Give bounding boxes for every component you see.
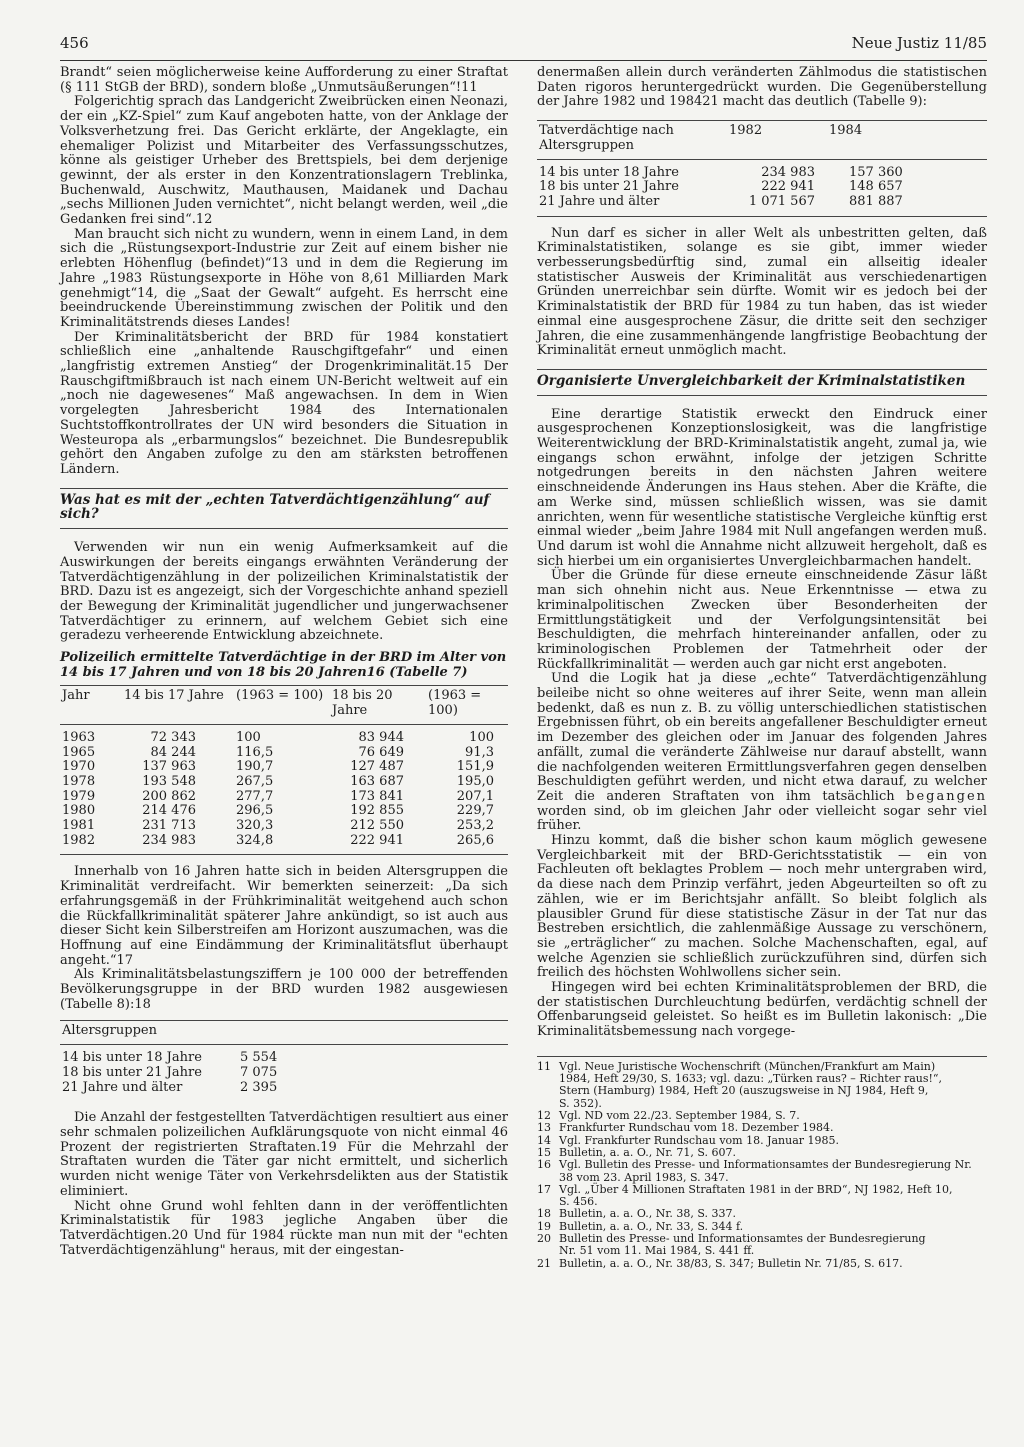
col-header: (1963 = 100) [236, 688, 324, 704]
footnote-line: 1984, Heft 29/30, S. 1633; vgl. dazu: „Türken raus? – Richter raus!“, [559, 1072, 943, 1086]
table-8 [60, 1020, 508, 1101]
cell: 21 Jahre und älter [539, 193, 660, 209]
cell: 91,3 [465, 744, 494, 760]
paragraph: Als Kriminalitätsbelastungsziffern je 100 000 der betreffenden Bevölkerungsgruppe in der BRD wurden 1982 ausgewiesen (Tabelle 8):18 [60, 967, 508, 1012]
cell: 222 941 [761, 179, 815, 195]
table-row [60, 775, 508, 790]
paragraph: Hingegen wird bei echten Kriminalitätsproblemen der BRD, die der statistischen Durchleuchtung bedürfen, verdächtig schnell der Offenbarungseid geleistet. So heißt es im Bulletin lakonisch: „Die Kriminalitätsbemessung nach vorgege- [537, 980, 987, 1040]
footnote [537, 1233, 987, 1258]
footnote-line: Bulletin des Presse- und Informationsamtes der Bundesregierung [559, 1232, 926, 1246]
table-row [60, 1045, 508, 1066]
footnote-line: Vgl. „Über 4 Millionen Straftaten 1981 in der BRD“, NJ 1982, Heft 10, [559, 1182, 953, 1196]
cell: 5 554 [240, 1050, 278, 1066]
cell: 151,9 [456, 759, 494, 775]
footnote [537, 1159, 987, 1184]
cell: 137 963 [142, 759, 196, 775]
header-rule [60, 60, 987, 61]
footnote [537, 1184, 987, 1209]
right-column [537, 66, 987, 1270]
footnote-number: 21 [537, 1256, 551, 1270]
table-7 [60, 685, 508, 855]
col-header: 14 bis 17 Jahre [124, 688, 224, 704]
table-row [60, 804, 508, 819]
cell: 2 395 [240, 1079, 278, 1095]
cell: 1970 [62, 759, 96, 775]
paragraph: Hinzu kommt, daß die bisher schon kaum möglich gewesene Vergleichbarkeit mit der BRD-Gerichtsstatistik — ein von Fachleuten oft beklagtes Problem — noch mehr untergraben wird, da diese nach dem Prinzip verfährt, jeden Abgeurteilten so oft zu zählen, wie er im Berichtsjahr anfällt. So bleibt folglich als plausibler Grund für diese statistische Zäsur in der Tat nur das Bestreben ersichtlich, die zahlenmäßige Aussage zu verschönern, sie „erträglicher“ zu machen. Solche Machenschaften, egal, auf welche Agenzien sie schließlich zurückzuführen sind, dürfen sich freilich des höchsten Wohlwollens sicher sein. [537, 833, 987, 981]
footnote-line: Vgl. Bulletin des Presse- und Informationsamtes der Bundesregierung Nr. 38 vom 23. April 1983, S. 347. [559, 1158, 972, 1184]
footnote-line: Vgl. Frankfurter Rundschau vom 18. Januar 1985. [559, 1133, 840, 1147]
table-row [60, 790, 508, 805]
section-heading: Was hat es mit der „echten Tatverdächtigenzählung“ auf sich? [60, 489, 508, 529]
paragraph: Verwenden wir nun ein wenig Aufmerksamkeit auf die Auswirkungen der bereits eingangs erwähnten Veränderung der Tatverdächtigenzählung in der polizeilichen Kriminalstatistik der BRD. Dazu ist es angezeigt, sich der Vorgeschichte anhand speziell der Bewegung der Kriminalität jugendlicher und jungerwachsener Tatverdächtiger zu erinnern, auf welchem Gebiet sich eine geradezu verheerende Entwicklung abzeichnete. [60, 540, 508, 644]
footnote-line: Stern (Hamburg) 1984, Heft 20 (auszugsweise in NJ 1984, Heft 9, [559, 1084, 929, 1098]
footnote-number: 15 [537, 1145, 551, 1159]
table-row [60, 819, 508, 834]
cell: 148 657 [849, 179, 903, 195]
paragraph-text: worden sind, ob im gleichen Jahr oder vielleicht sogar sehr viel früher. [537, 803, 987, 834]
table-row [60, 1081, 508, 1102]
footnote-text [559, 1233, 987, 1258]
paragraph: Folgerichtig sprach das Landgericht Zweibrücken einen Neonazi, der ein „KZ-Spiel“ zum Kauf angeboten hatte, von der Anklage der Volksverhetzung frei. Das Gericht erklärte, der Angeklagte, ein ehemaliger Polizist und Mitarbeiter des Verfassungsschutzes, könne als geistiger Urheber des Brettspiels, bei dem derjenige gewinnt, der als erster in den Konzentrationslagern Treblinka, Buchenwald, Auschwitz, Mauthausen, Maidanek und Dachau „sechs Millionen Juden vernichtet“, nicht belangt werden, weil „die Gedanken frei sind“.12 [60, 94, 508, 228]
footnote-number: 13 [537, 1121, 551, 1135]
cell: 214 476 [142, 803, 196, 819]
cell: 1965 [62, 744, 96, 760]
col-header: 1984 [829, 123, 863, 139]
cell: 267,5 [236, 773, 274, 789]
cell: 14 bis unter 18 Jahre [539, 164, 679, 180]
table-row [60, 1066, 508, 1081]
footnote-text [559, 1122, 987, 1134]
cell: 200 862 [142, 788, 196, 804]
footnote-number: 12 [537, 1109, 551, 1123]
paragraph: Eine derartige Statistik erweckt den Eindruck einer ausgesprochenen Konzeptionslosigkeit, was die langfristige Weiterentwicklung der BRD-Kriminalstatistik angeht, zumal ja, wie eingangs schon erwähnt, infolge der jetzigen Schritte notgedrungen bereits in den nächsten Jahren weitere einschneidende Änderungen ins Haus stehen. Aber die Kräfte, die am Werke sind, müssen schließlich wissen, was sie damit anrichten, wenn für wesentliche statistische Vergleiche künftig erst einmal wieder „beim Jahre 1984 mit Null angefangen werden muß. Und darum ist wohl die Annahme nicht allzuweit hergeholt, daß es sich hierbei um ein organisiertes Unvergleichbarmachen handelt. [537, 406, 987, 569]
cell: 76 649 [358, 744, 404, 760]
cell: 296,5 [236, 803, 274, 819]
table-row [60, 746, 508, 761]
footnote-number: 17 [537, 1182, 551, 1196]
footnote-number: 11 [537, 1059, 551, 1073]
paragraph [537, 672, 987, 834]
cell: 1978 [62, 773, 96, 789]
table-header-row [60, 1021, 508, 1045]
footnote-line: Bulletin, a. a. O., Nr. 38/83, S. 347; Bulletin Nr. 71/85, S. 617. [559, 1256, 903, 1270]
table-row [537, 195, 987, 216]
left-column [60, 66, 508, 1258]
cell: 1963 [62, 729, 96, 745]
cell: 1979 [62, 788, 96, 804]
cell: 229,7 [456, 803, 494, 819]
table-row [537, 180, 987, 195]
table-caption: Polizeilich ermittelte Tatverdächtige in der BRD im Alter von 14 bis 17 Jahren und von 18 bis 20 Jahren16 (Tabelle 7) [60, 650, 507, 680]
cell: 173 841 [350, 788, 404, 804]
paragraph: Innerhalb von 16 Jahren hatte sich in beiden Altersgruppen die Kriminalität verdreifacht. Wir bemerkten seinerzeit: „Da sich erfahrungsgemäß in der Frühkriminalität weitgehend auch schon die Rückfallkriminalität späterer Jahre ankündigt, so ist auch aus dieser Sicht kein Silberstreifen am Horizont auszumachen, was die Hoffnung auf eine Eindämmung der Kriminalitätsflut überhaupt angeht.“17 [60, 864, 508, 968]
cell: 1982 [62, 832, 96, 848]
col-header: 18 bis 20 Jahre [332, 688, 393, 719]
cell: 116,5 [236, 744, 274, 760]
paragraph: Brandt“ seien möglicherweise keine Aufforderung zu einer Straftat (§ 111 StGB der BRD), sondern bloße „Unmutsäußerungen“!11 [60, 65, 508, 95]
cell: 253,2 [456, 818, 494, 834]
footnote-text [559, 1184, 987, 1209]
cell: 222 941 [350, 832, 404, 848]
paragraph: Nun darf es sicher in aller Welt als unbestritten gelten, daß Kriminalstatistiken, solange es sie gibt, immer wieder verbesserungsbedürftig sind, zumal ein allseitig idealer statistischer Ausweis der Kriminalität aus verschiedenartigen Gründen unerreichbar sein dürfte. Womit wir es jedoch bei der Kriminalstatistik der BRD für 1984 zu tun haben, das ist wieder einmal eine ausgesprochene Zäsur, die dritte seit den sechziger Jahren, die eine zusammenhängende langfristige Beobachtung der Kriminalität erneut unmöglich macht. [537, 225, 987, 359]
footnote [537, 1122, 987, 1134]
cell: 157 360 [849, 164, 903, 180]
cell: 127 487 [350, 759, 404, 775]
cell: 72 343 [150, 729, 196, 745]
paragraph-text: Und die Logik hat ja diese „echte“ Tatverdächtigenzählung beileibe nicht so ohne weiteres auf ihrer Seite, wenn man allein bedenkt, daß es nun z. B. zu völlig unterschiedlichen statistischen Ergebnissen führt, ob ein bereits angefallener Beschuldigter erneut im Dezember des gleichen oder im Januar des folgenden Jahres anfällt, zumal die veränderte Zählweise nur darauf abstellt, wann die nachfolgenden weiteren Ermittlungsverfahren gegen denselben Beschuldigten geführt werden, und nicht etwa darauf, zu welcher Zeit die anderen Straftaten von ihm tatsächlich [537, 671, 987, 804]
footnote-number: 14 [537, 1133, 551, 1147]
paragraph: Nicht ohne Grund wohl fehlten dann in der veröffentlichten Kriminalstatistik für 1983 jegliche Angaben über die Tatverdächtigen.20 Und für 1984 rückte man nun mit der "echten Tatverdächtigenzählung" heraus, mit der eingestan- [60, 1198, 508, 1258]
section-heading: Organisierte Unvergleichbarkeit der Kriminalstatistiken [537, 370, 987, 396]
cell: 7 075 [240, 1064, 278, 1080]
cell: 231 713 [142, 818, 196, 834]
table-row [60, 724, 508, 745]
table-row [60, 834, 508, 855]
cell: 21 Jahre und älter [62, 1079, 183, 1095]
footnote [537, 1258, 987, 1270]
table-row [537, 159, 987, 180]
col-header: Altersgruppen [62, 1023, 157, 1039]
footnote-line: S. 456. [559, 1195, 598, 1209]
emphasized-word: begangen [906, 788, 988, 804]
paragraph: denermaßen allein durch veränderten Zählmodus die statistischen Daten rigoros heruntergedrückt wurden. Die Gegenüberstellung der Jahre 1982 und 198421 macht das deutlich (Tabelle 9): [537, 65, 987, 110]
cell: 18 bis unter 21 Jahre [62, 1064, 202, 1080]
table-header-row [537, 121, 987, 159]
footnote-line: Frankfurter Rundschau vom 18. Dezember 1984. [559, 1121, 834, 1135]
footnote-number: 16 [537, 1158, 551, 1172]
paragraph: Die Anzahl der festgestellten Tatverdächtigen resultiert aus einer sehr schmalen polizeilichen Aufklärungsquote von nicht einmal 46 Prozent der registrierten Straftaten.19 Für die Mehrzahl der Straftaten wurden die Täter gar nicht ermittelt, und sicherlich wurden nicht wenige Täter von Verkehrsdelikten aus der Statistik eliminiert. [60, 1110, 508, 1199]
footnote-line: Bulletin, a. a. O., Nr. 33, S. 344 f. [559, 1219, 744, 1233]
footnote-number: 18 [537, 1207, 551, 1221]
cell: 193 548 [142, 773, 196, 789]
cell: 84 244 [150, 744, 196, 760]
col-header: 1982 [729, 123, 763, 139]
col-header: Jahr [62, 688, 90, 704]
footnote-line: S. 352). [559, 1096, 602, 1110]
cell: 83 944 [358, 729, 404, 745]
footnote-line: Vgl. Neue Juristische Wochenschrift (München/Frankfurt am Main) [559, 1059, 936, 1073]
col-header: (1963 = 100) [428, 688, 482, 719]
footnote-number: 19 [537, 1219, 551, 1233]
cell: 14 bis unter 18 Jahre [62, 1050, 202, 1066]
footnote-line: Bulletin, a. a. O., Nr. 71, S. 607. [559, 1145, 736, 1159]
footnote-text [559, 1061, 987, 1110]
footnote-text [559, 1208, 987, 1220]
footnote [537, 1061, 987, 1110]
page-number: 456 [60, 34, 89, 52]
paragraph: Man braucht sich nicht zu wundern, wenn in einem Land, in dem sich die „Rüstungsexport-Industrie zur Zeit auf einem bisher nie erlebten Höhenflug (befindet)“13 und in dem die Regierung im Jahre „1983 Rüstungsexporte in Höhe von 8,61 Milliarden Mark genehmigt“14, die „Saat der Gewalt“ aufgeht. Es herrscht eine beeindruckende Übereinstimmung zwischen der Politik und den Kriminalitätstrends dieses Landes! [60, 226, 508, 330]
footnote-number: 20 [537, 1232, 551, 1246]
paragraph: Der Kriminalitätsbericht der BRD für 1984 konstatiert schließlich eine „anhaltende Rauschgiftgefahr“ und einen „langfristig extremen Anstieg“ der Drogenkriminalität.15 Der Rauschgiftmißbrauch ist nach einem UN-Bericht weltweit auf ein „noch nie dagewesenes“ Maß angewachsen. In dem in Wien vorgelegten Jahresbericht 1984 des Internationalen Suchtstoffkontrollrates der UN wird besonders die Situation in Westeuropa als „erbarmungslos“ bezeichnet. Die Bundesrepublik gehört den Angaben zufolge zu den am stärksten betroffenen Ländern. [60, 329, 508, 477]
footnote-text [559, 1159, 987, 1184]
journal-title: Neue Justiz 11/85 [851, 34, 987, 52]
cell: 192 855 [350, 803, 404, 819]
cell: 1 071 567 [748, 193, 815, 209]
cell: 234 983 [761, 164, 815, 180]
cell: 100 [236, 729, 261, 745]
cell: 195,0 [456, 773, 494, 789]
footnote-line: Bulletin, a. a. O., Nr. 38, S. 337. [559, 1207, 736, 1221]
cell: 1980 [62, 803, 96, 819]
footnote-line: Vgl. ND vom 22./23. September 1984, S. 7. [559, 1109, 800, 1123]
cell: 881 887 [849, 193, 903, 209]
footnote [537, 1208, 987, 1220]
table-9 [537, 120, 987, 217]
cell: 277,7 [236, 788, 274, 804]
footnote-text [559, 1258, 987, 1270]
cell: 324,8 [236, 832, 274, 848]
cell: 212 550 [350, 818, 404, 834]
cell: 320,3 [236, 818, 274, 834]
footnotes [537, 1056, 987, 1270]
cell: 234 983 [142, 832, 196, 848]
table-row [60, 760, 508, 775]
cell: 100 [469, 729, 494, 745]
footnote-line: Nr. 51 vom 11. Mai 1984, S. 441 ff. [559, 1244, 755, 1258]
paragraph: Über die Gründe für diese erneute einschneidende Zäsur läßt man sich ohnehin nicht aus. Neue Erkenntnisse — etwa zu kriminalpolitischen Zwecken über Besonderheiten der Ermittlungstätigkeit und der Verfolgungsintensität bei Beschuldigten, die mehrfach hintereinander anfallen, oder zu kriminologischen Problemen der Tatmehrheit oder der Rückfallkriminalität — werden auch gar nicht erst angeboten. [537, 568, 987, 672]
cell: 265,6 [456, 832, 494, 848]
cell: 18 bis unter 21 Jahre [539, 179, 679, 195]
col-header: Tatverdächtige nach Altersgruppen [539, 123, 674, 153]
cell: 163 687 [350, 773, 404, 789]
cell: 207,1 [456, 788, 494, 804]
cell: 190,7 [236, 759, 274, 775]
cell: 1981 [62, 818, 96, 834]
table-header-row [60, 686, 508, 724]
